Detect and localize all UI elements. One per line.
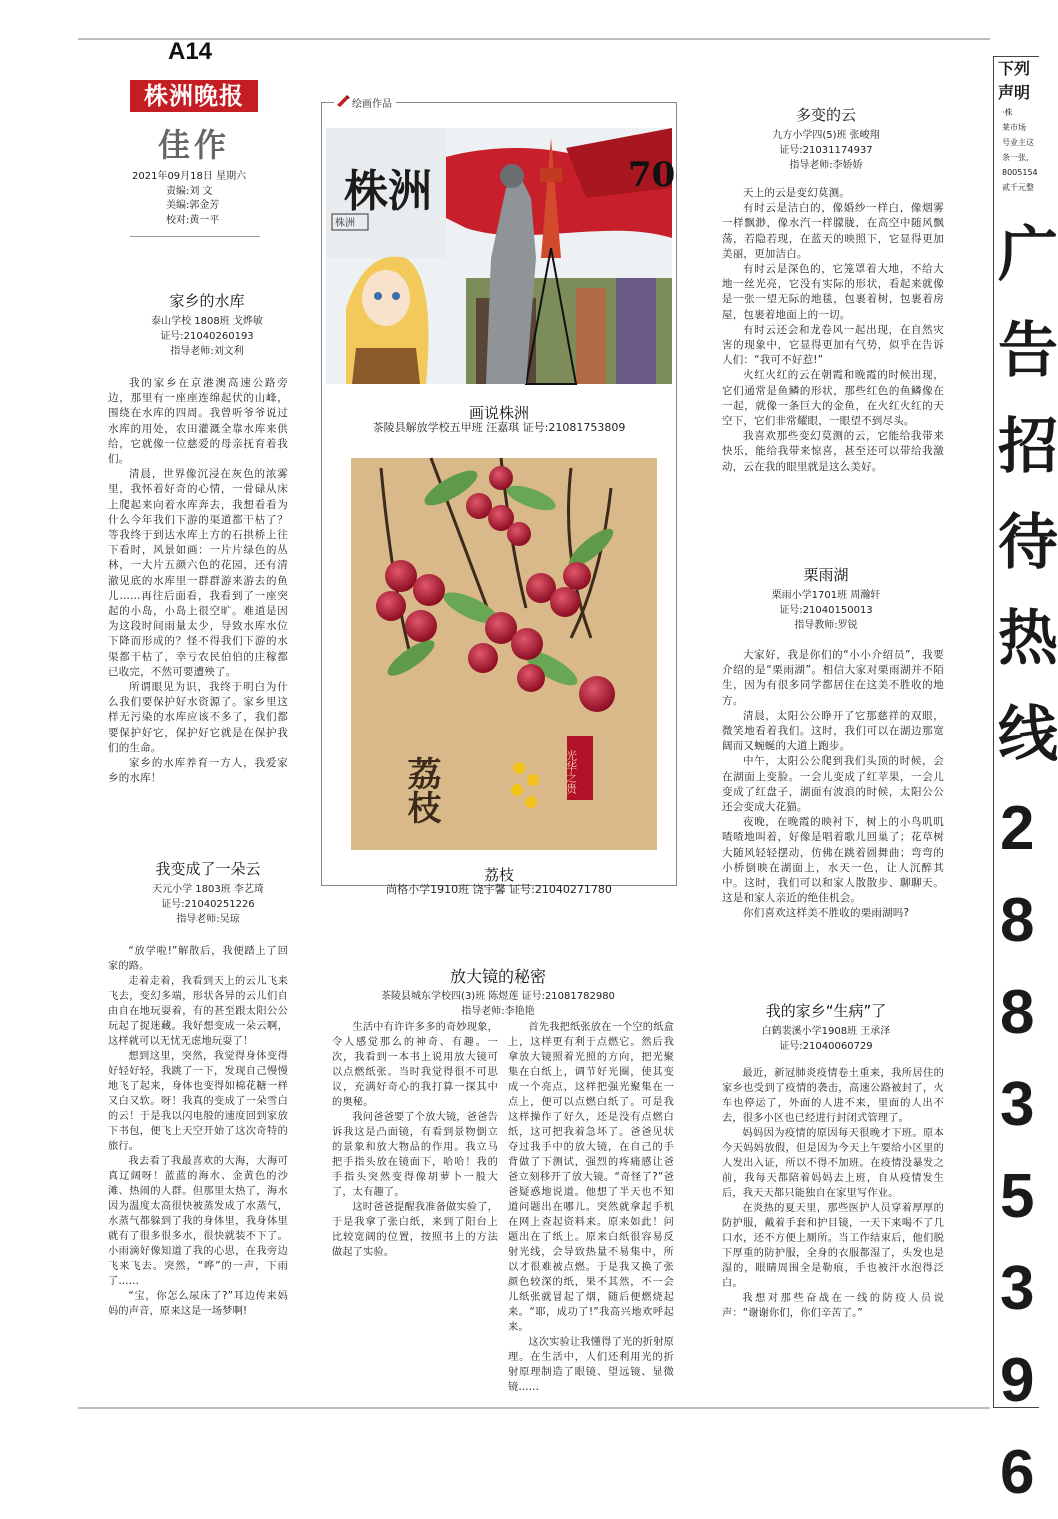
article-title: 我变成了一朵云 (155, 860, 261, 878)
article-changing-cloud (724, 104, 928, 173)
article-title: 栗雨湖 (803, 566, 849, 584)
article-title: 我的家乡“生病”了 (765, 1002, 887, 1020)
article-body: 天上的云是变幻莫测。 有时云是洁白的，像婚纱一样白，像烟雾一样飘渺，像水汽一样朦胧，在高空中随风飘荡，若隐若现，在蓝天的映照下，它显得更加美丽，更加洁白。 有时云是深色的，它笼罩着大地，不给大地一丝光亮，它没有实际的形状，看起来就像是一张一望无际的地毯，包裹着树，包裹着房屋，包裹着地面上的一切。 有时云还会和龙卷风一起出现，在自然灾害的现象中，它显得更加有气势，似乎在告诉人们：“我可不好惹!” 火红火红的云在朝霞和晚霞的时候出现，它们通常是鱼鳞的形状，那些红色的鱼鳞像在一起，就像一条巨大的金鱼，在火红火红的天空下，它们非常耀眼，一眼望不到尽头。 我喜欢那些变幻莫测的云，它能给我带来快乐，能给我带来惊喜，甚至还可以带给我激动，云在我的眼里就是这么美好。 (722, 187, 944, 473)
ad-big-text: 广 (998, 220, 1058, 290)
painting-caption: 荔枝 (483, 866, 514, 884)
credit-proofreader: 校对:黄一平 (166, 214, 220, 226)
ad-big-text: 告 (998, 316, 1058, 386)
section-title: 佳作 (158, 126, 231, 164)
ad-big-text: 待 (998, 508, 1058, 578)
article-body: “放学啦!”解散后，我便踏上了回家的路。 走着走着，我看到天上的云儿飞来飞去，变幻多端，形状各异的云儿们自由自在地玩耍着，有的甚至跟太阳公公玩起了捉迷藏。我好想变成一朵云啊，这样就可以无忧无虑地玩耍了！ 想到这里，突然，我觉得身体变得好轻好轻，我跳了一下，发现自己慢慢地飞了起来，身体也变得如棉花糖一样又白又软。呀！我真的变成了一朵雪白的云！于是我以闪电般的速度回到家放下书包，便飞上天空开始了这次奇特的旅行。 我去看了我最喜欢的大海，大海可真辽阔呀！蓝蓝的海水、金黄色的沙滩、热闹的人群。但那里太热了，海水因为温度太高很快被蒸发成了水蒸气，水蒸气都躲到了我的身体里，我身体里就有了很多很多水，很快就装不下了。小雨滴好像知道了我的心思，在我旁边飞来飞去。突然，“哗”的一声，下雨了…… “宝，你怎么尿床了?”耳边传来妈妈的声音，原来这是一场梦啊! (108, 946, 288, 1317)
article-title: 放大镜的秘密 (449, 967, 546, 986)
ad-phone-digit: 6 (1000, 1438, 1035, 1507)
issue-meta (132, 170, 272, 228)
author-info: 白鹤裴溪小学1908班 王承泽 证号:21040060729 (761, 1026, 891, 1052)
ad-big-text: 热 (998, 604, 1058, 674)
author-info: 栗雨小学1701班 周瀚轩 证号:21040150013 指导教师:罗锐 (771, 590, 881, 631)
ad-phone-digit: 5 (1000, 1162, 1035, 1231)
article-body: 大家好，我是你们的“小小介绍员”，我要介绍的是“栗雨湖”。相信大家对栗雨湖并不陌生，因为有很多同学都居住在这美不胜收的地方。 清晨，太阳公公睁开了它那慈祥的双眼，微笑地看着我们。这时，我们可以在湖边那宽阔而又蜿蜒的大道上跑步。 中午，太阳公公爬到我们头顶的时候，会在湖面上变脸。一会儿变成了红苹果，一会儿变成了红盘子，湖面有波浪的时候，太阳公公还会变成大花猫。 夜晚，在晚霞的映衬下，树上的小鸟叽叽喳喳地叫着，好像是唱着歌儿回巢了；花草树大随风轻轻摆动，仿佛在跳着圆舞曲；弯弯的小桥倒映在湖面上，水天一色，让人沉醉其中。这时，我们可以和家人散散步、聊聊天。这是和家人亲近的绝佳机会。 你们喜欢这样美不胜收的栗雨湖吗? (722, 649, 944, 920)
ad-heading: 声明 (998, 83, 1031, 102)
article-body: 最近，新冠肺炎疫情卷土重来，我所居住的家乡也受到了疫情的袭击，高速公路被封了，火车也停运了，外面的人进不来，里面的人出不去，很多小区也已经进行封闭式管理了。 妈妈因为疫情的原因每天很晚才下班。原本今天妈妈放假，但是因为今天上午要给小区里的人发出入证，所以不得不加班。在疫情没暴发之前，我每天都陪着妈妈去上班，自从疫情发生后，我天天都只能独自在家里写作业。 在炎热的夏天里，那些医护人员穿着厚厚的防护服，戴着手套和护目镜，一天下来喝不了几口水，还不方便上厕所。当工作结束后，他们脱下厚重的防护服，全身的衣服都湿了，头发也是湿的，眼睛周围全是勒痕，手也被汗水泡得泛白。 我想对那些奋战在一线的防疫人员说声：“谢谢你们，你们辛苦了。” (722, 1068, 944, 1319)
author-info: 九方小学四(5)班 张峻翔 证号:21031174937 指导老师:李娇娇 (772, 130, 880, 171)
credit-designer: 美编:郭金芳 (166, 200, 220, 211)
ad-phone-digit: 9 (1000, 1346, 1035, 1415)
ad-phone-digit: 3 (1000, 1070, 1035, 1139)
left-divider (130, 236, 260, 237)
painting-info: 尚格小学1910班 饶宇馨 证号:21040271780 (386, 883, 612, 896)
advertisement-panel: 下列 声明 ·株 莱市场 号业主这 条一张， 8005154 贰千元整 广 告 招 待 热 线 2 8 8 3 5 3 9 6 (993, 56, 1039, 1408)
painting-seal: 光华之贵 (564, 750, 578, 794)
painting-calligraphy: 株洲 (344, 166, 432, 217)
article-reservoir (126, 290, 288, 359)
article-magnifier (330, 964, 666, 1019)
brush-icon (336, 95, 350, 107)
ad-heading: 下列 (998, 59, 1031, 78)
newspaper-logo: 株洲晚报 (130, 80, 258, 112)
author-info: 天元小学 1803班 李艺琦 证号:21040251226 指导老师:吴琼 (152, 884, 264, 925)
painting-number: 70 (628, 155, 676, 195)
painting-calligraphy: 荔枝 (401, 756, 441, 824)
painting-info: 茶陵县解放学校五甲班 汪嘉琪 证号:21081753809 (372, 421, 626, 434)
article-title: 多变的云 (795, 106, 856, 124)
ad-phone-digit: 8 (1000, 978, 1035, 1047)
ad-phone-digit: 3 (1000, 1254, 1035, 1323)
page-number: A14 (168, 38, 213, 65)
bottom-rule (78, 1407, 990, 1409)
article-cloud-me (118, 858, 298, 927)
article-title: 家乡的水库 (169, 292, 245, 310)
author-info: 泰山学校 1808班 戈烨敏 证号:21040260193 指导老师:刘文利 (151, 316, 263, 357)
article-body: 我的家乡在京港澳高速公路旁边，那里有一座座连绵起伏的山峰，围绕在水库的四周。我曾听爷爷说过水库的用处，农田灌溉全靠水库来供给，它就像一位慈爱的母亲抚育着我们。 清晨，世界像沉浸在灰色的浓雾里，我怀着好奇的心情，一骨碌从床上爬起来向着水库奔去，我想看看为什么今年我们下游的渠道都干枯了？等我终于到达水库上方的石拱桥上往下看时，风景如画：一片片绿色的丛林，一大片五颜六色的花园，还有清澈见底的水库里一群群游来游去的鱼儿……再往后面看，我看到了一座突起的小岛，小岛上很空旷。难道是因为这段时间雨量太少，导致水库水位下降而形成的？怪不得我们下游的水渠都干枯了，幸亏农民伯伯的庄稼都已收完，不然可要遭殃了。 所谓眼见为识，我终于明白为什么我们要保护好水资源了。家乡里这样无污染的水库应该不多了，我们都要保护好它，保护好它就是在保护我们的生命。 家乡的水库养育一方人，我爱家乡的水库！ (108, 377, 288, 785)
gallery-tag: 绘画作品 (334, 95, 396, 110)
credit-editor: 责编:刘 文 (166, 185, 213, 197)
article-body: 生活中有许许多多的奇妙现象，令人感觉那么的神奇、有趣。一次，我看到一本书上说用放大镜可以点燃纸张。当时我觉得很不可思议，充满好奇心的我打算一探其中的奥秘。 我问爸爸要了个放大镜，爸爸告诉我这是凸面镜，有看到景物倒立的景象和放大物品的作用。我立马把手指头放在镜面下，哈哈！我的手指头突然变得像胡萝卜一般大了，太有趣了。 这时爸爸提醒我准备做实验了，于是我拿了张白纸，来到了阳台上比较宽阔的位置，按照书上的方法做起了实验。 首先我把纸张放在一个空的纸盒上，这样更有利于点燃它。然后我拿放大镜照着光照的方向，把光聚集在白纸上，调节好光圈，使其变成一个亮点，这样把强光聚集在一点上，便可以点燃白纸了。可是我这样操作了好久，还是没有点燃白纸，这可把我着急坏了。爸爸见状夺过我手中的放大镜，在自己的手背做了下测试，强烈的疼痛感让爸爸立刻移开了放大镜。“奇怪了?”爸爸疑惑地说道。他想了半天也不知道问题出在哪儿。突然就拿起手机在网上查起资料来。原来如此！问题出在了纸上。原来白纸很容易反射光线，会导致热量不易集中，所以才很难被点燃。于是我又换了张颜色较深的纸，果不其然，不一会儿纸张就冒起了烟，随后便燃烧起来。“耶，成功了!”我高兴地欢呼起来。 这次实验让我懂得了光的折射原理。在生活中，人们还利用光的折射原理制造了眼镜、望远镜、显微镜…… (332, 1022, 674, 1393)
painting-zhuzhou (326, 128, 676, 384)
ad-phone-digit: 8 (1000, 886, 1035, 955)
top-rule (78, 38, 990, 40)
painting-caption: 画说株洲 (468, 404, 529, 422)
ad-big-text: 线 (998, 700, 1058, 770)
article-hometown-sick (724, 1000, 928, 1054)
author-info: 茶陵县城东学校四(3)班 陈煜莲 证号:21081782980 指导老师:李艳艳 (381, 991, 615, 1017)
issue-date: 2021年09月18日 星期六 (132, 171, 247, 182)
ad-phone-digit: 2 (1000, 794, 1035, 863)
article-liyu-lake (724, 564, 928, 633)
painting-stamp: 株洲 (335, 218, 355, 229)
ad-big-text: 招 (998, 412, 1058, 482)
painting-lychee (351, 458, 657, 850)
